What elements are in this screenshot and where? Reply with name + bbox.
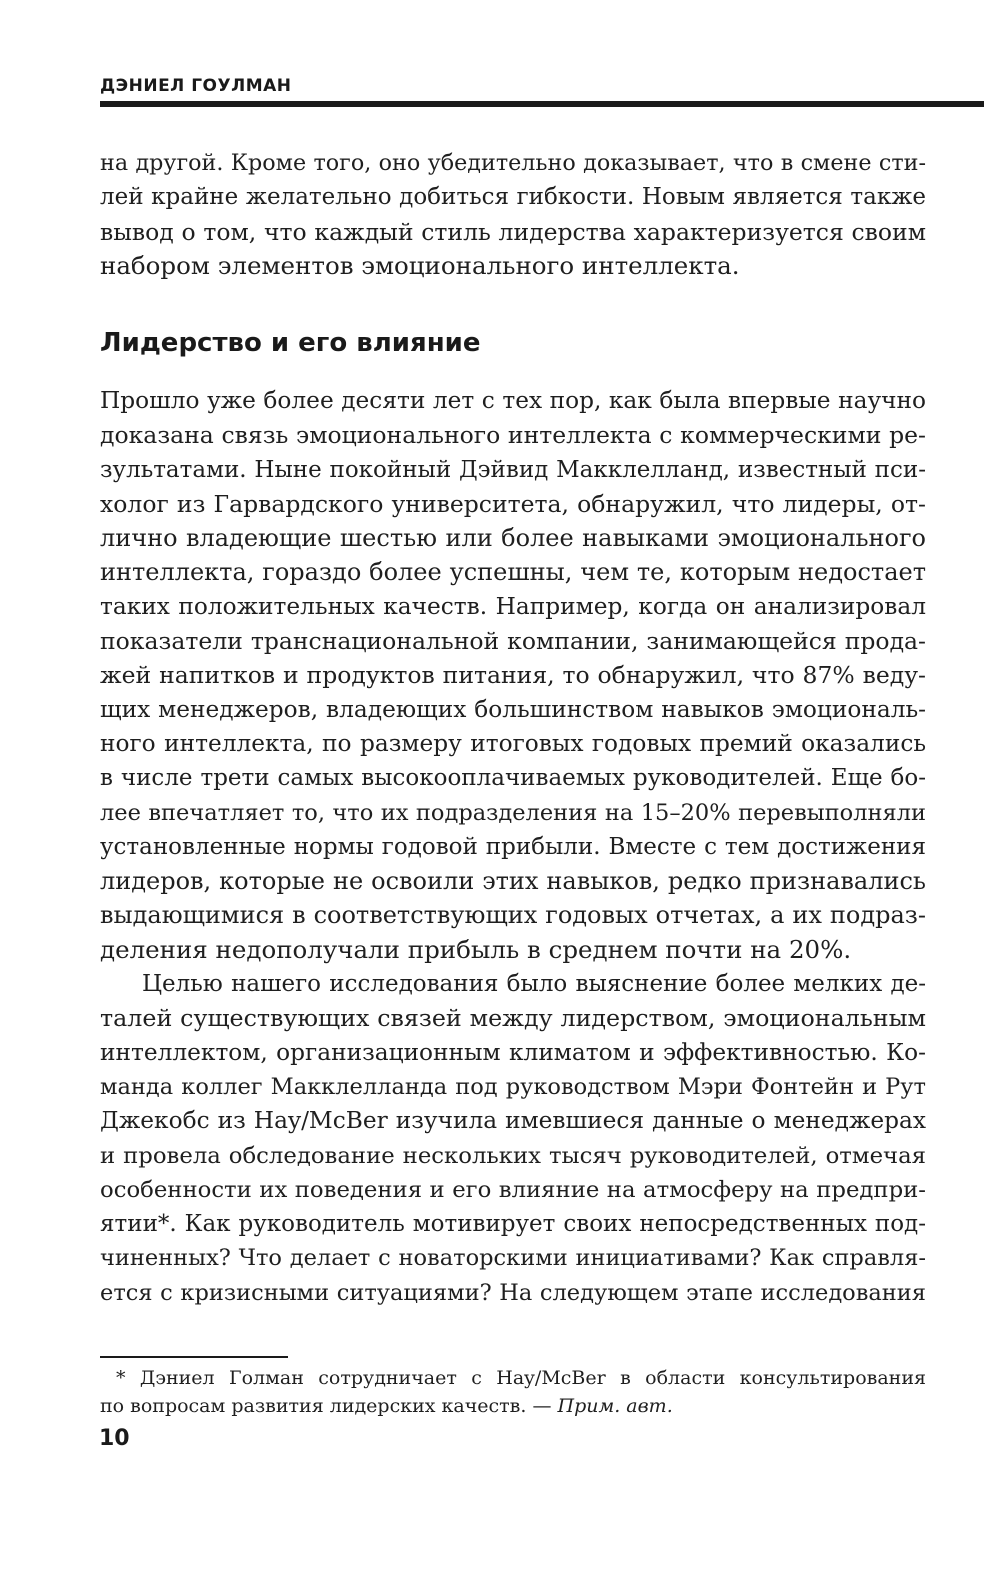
text-line: показатели транснациональной компании, занимающейся прода- (100, 627, 926, 656)
text-line: щих менеджеров, владеющих большинством навыков эмоциональ- (100, 695, 926, 723)
text-line: холог из Гарвардского университета, обнаружил, что лидеры, от- (100, 489, 926, 518)
paragraph-2 (100, 967, 926, 1310)
text-line: лично владеющие шестью или более навыками эмоционального (100, 524, 926, 553)
footnote-line (100, 1392, 926, 1420)
footnote (100, 1364, 926, 1420)
footnote-line: * Дэниел Голман сотрудничает с Hay/McBer в области консультирования (116, 1367, 926, 1389)
text-line: набором элементов эмоционального интеллекта. (100, 250, 740, 280)
text-line: таких положительных качеств. Например, когда он анализировал (100, 592, 926, 620)
text-line: лее впечатляет то, что их подразделения на 15–20% перевыполняли (100, 799, 926, 826)
text-line: ятии*. Как руководитель мотивирует своих непосредственных под- (100, 1211, 926, 1238)
text-line: в числе трети самых высокооплачиваемых руководителей. Еще бо- (100, 765, 926, 792)
text-line: манда коллег Макклелланда под руководством Мэри Фонтейн и Рут (100, 1073, 926, 1100)
text-line: выдающимися в соответствующих годовых отчетах, а их подраз- (100, 901, 926, 930)
text-line: ного интеллекта, по размеру итоговых годовых премий оказались (100, 729, 926, 757)
text-line: Прошло уже более десяти лет с тех пор, как была впервые научно (100, 387, 926, 414)
text-line: Джекобс из Hay/McBer изучила имевшиеся данные о менеджерах (100, 1107, 926, 1135)
text-line: лидеров, которые не освоили этих навыков, редко признавались (100, 867, 926, 896)
section-heading: Лидерство и его влияние (100, 328, 481, 358)
text-line: чиненных? Что делает с новаторскими инициативами? Как справля- (100, 1245, 926, 1272)
text-line: талей существующих связей между лидерством, эмоциональным (100, 1004, 926, 1033)
footnote-author-note: Прим. авт. (557, 1395, 673, 1417)
footnote-text: по вопросам развития лидерских качеств. — (100, 1395, 558, 1417)
intro-paragraph (100, 146, 926, 283)
text-line: и провела обследование нескольких тысяч руководителей, отмечая (100, 1142, 926, 1169)
text-line: особенности их поведения и его влияние на атмосферу на предпри- (100, 1176, 926, 1203)
text-line: на другой. Кроме того, оно убедительно доказывает, что в смене сти- (100, 150, 926, 176)
text-line: установленные нормы годовой прибыли. Вместе с тем достижения (100, 833, 926, 860)
text-line: интеллекта, гораздо более успешны, чем те, которым недостает (100, 558, 926, 587)
page-number: 10 (99, 1426, 130, 1451)
text-line: доказана связь эмоционального интеллекта с коммерческими ре- (100, 421, 926, 450)
text-line: ется с кризисными ситуациями? На следующем этапе исследования (100, 1279, 926, 1306)
text-line: деления недополучали прибыль в среднем почти на 20%. (100, 934, 852, 964)
header-rule (100, 101, 984, 107)
paragraph-1 (100, 384, 926, 967)
text-line: лей крайне желательно добиться гибкости. Новым является также (100, 184, 926, 211)
running-head: ДЭНИЕЛ ГОУЛМАН (100, 76, 292, 96)
text-line: интеллектом, организационным климатом и эффективностью. Ко- (100, 1038, 926, 1066)
text-line: зультатами. Ныне покойный Дэйвид Макклелланд, известный пси- (100, 456, 926, 483)
text-line: вывод о том, что каждый стиль лидерства характеризуется своим (100, 217, 926, 246)
text-line: жей напитков и продуктов питания, то обнаружил, что 87% веду- (100, 661, 926, 690)
body-text (100, 384, 926, 1310)
footnote-rule (100, 1356, 288, 1358)
text-line: Целью нашего исследования было выяснение более мелких де- (142, 971, 926, 998)
